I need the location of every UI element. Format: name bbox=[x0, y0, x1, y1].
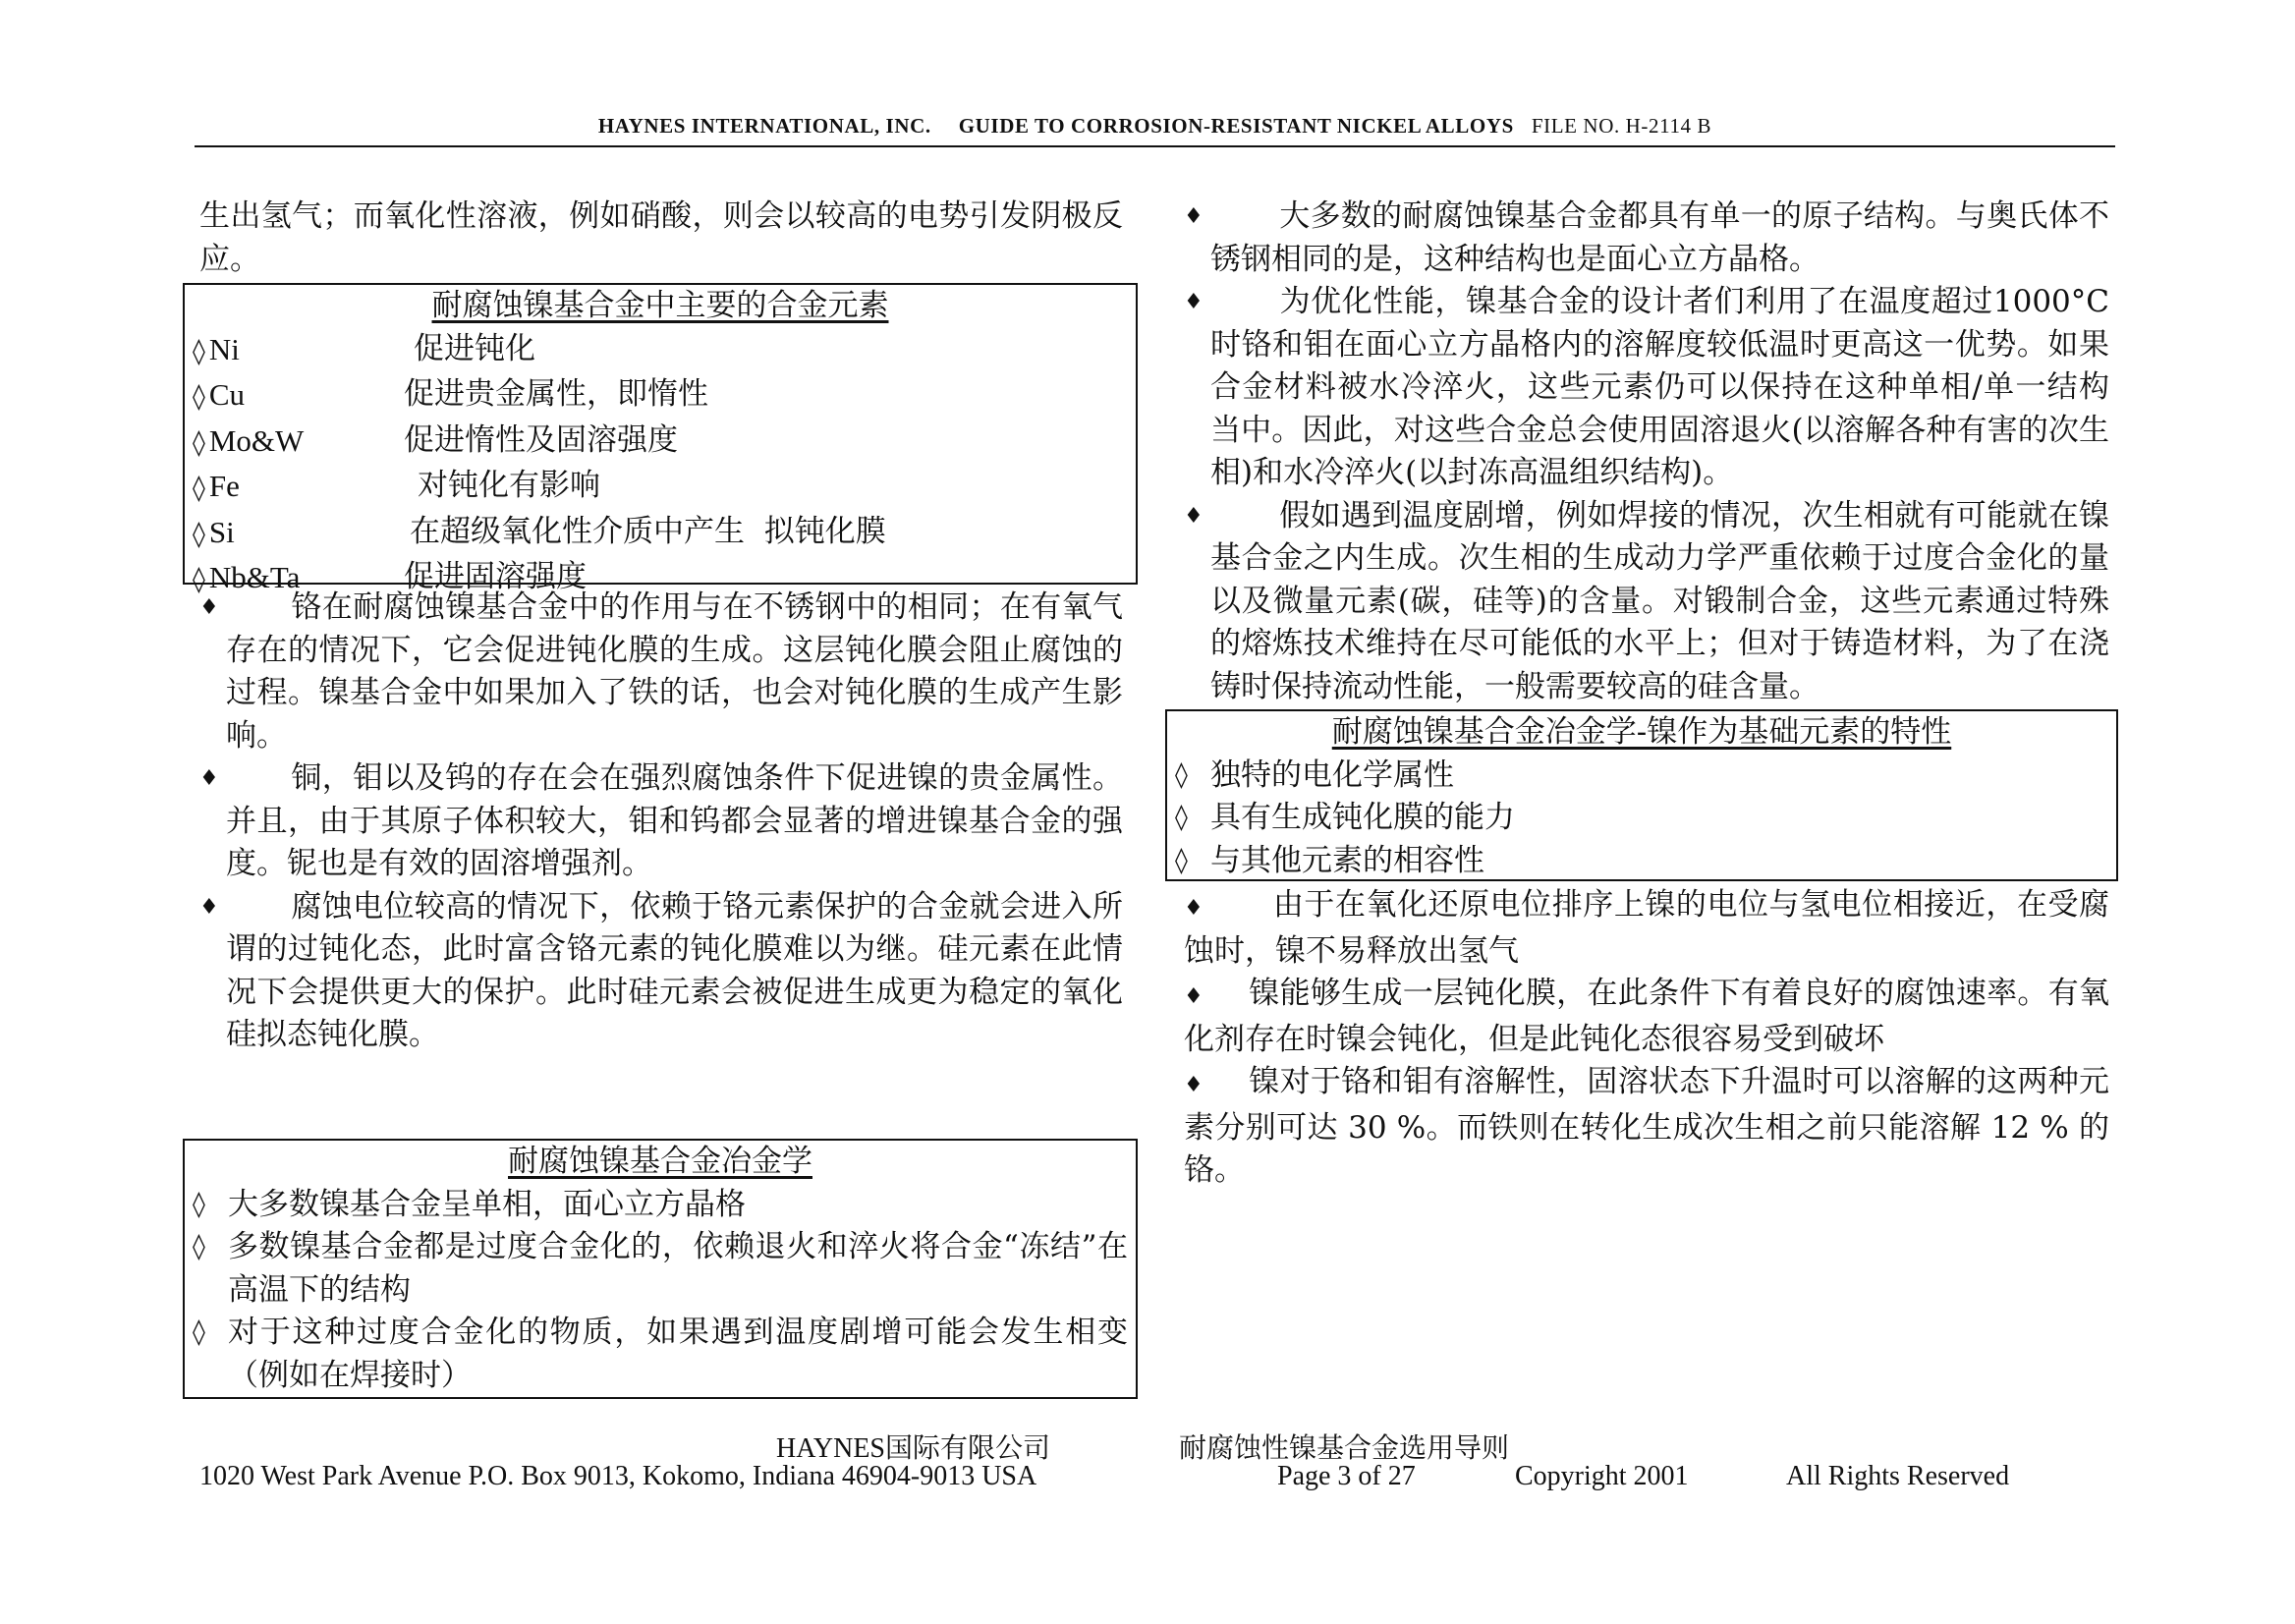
metallurgy-box bbox=[183, 1139, 1138, 1399]
nickel-base-title: 耐腐蚀镍基合金冶金学-镍作为基础元素的特性 bbox=[1331, 714, 1952, 750]
footer-page: Page 3 of 27 bbox=[1277, 1461, 1416, 1491]
filled-diamond-bullet-icon: ♦ bbox=[1184, 204, 1203, 229]
bullet-text: 由于在氧化还原电位排序上镍的电位与氢电位相接近，在受腐蚀时，镍不易释放出氢气 bbox=[1184, 887, 2109, 969]
bullet-paragraph bbox=[199, 757, 1123, 886]
bullet-text: 铬在耐腐蚀镍基合金中的作用与在不锈钢中的相同；在有氧气存在的情况下，它会促进钝化膜的生成。这层钝化膜会阻止腐蚀的过程。镍基合金中如果加入了铁的话，也会对钝化膜的生成产生影响。 bbox=[226, 589, 1123, 754]
metallurgy-title: 耐腐蚀镍基合金冶金学 bbox=[508, 1144, 812, 1179]
bullet-text: 大多数的耐腐蚀镍基合金都具有单一的原子结构。与奥氏体不锈钢相同的是，这种结构也是面心立方晶格。 bbox=[1210, 198, 2109, 277]
filled-diamond-bullet-icon: ♦ bbox=[199, 595, 219, 620]
nickel-base-item bbox=[1175, 755, 2108, 798]
hollow-diamond-icon: ◊ bbox=[193, 519, 205, 549]
filled-diamond-bullet-icon: ♦ bbox=[199, 894, 219, 920]
element-row bbox=[193, 328, 1128, 374]
element-symbol: Ni bbox=[208, 331, 240, 366]
bullet-paragraph bbox=[199, 886, 1123, 1057]
header-file-no: FILE NO. H-2114 B bbox=[1531, 114, 1712, 138]
metallurgy-item-text: 多数镍基合金都是过度合金化的，依赖退火和淬火将合金“冻结”在高温下的结构 bbox=[228, 1229, 1128, 1308]
alloying-elements-title: 耐腐蚀镍基合金中主要的合金元素 bbox=[431, 288, 889, 323]
page-header bbox=[195, 114, 2115, 139]
header-company: HAYNES INTERNATIONAL, INC. bbox=[597, 114, 931, 138]
left-bullets bbox=[199, 587, 1123, 1057]
header-guide: GUIDE TO CORROSION-RESISTANT NICKEL ALLOYS bbox=[958, 114, 1514, 138]
filled-diamond-bullet-icon: ♦ bbox=[1184, 290, 1203, 314]
element-desc: 对钝化有影响 bbox=[418, 468, 600, 503]
nickel-base-item-text: 与其他元素的相容性 bbox=[1210, 842, 1484, 878]
hollow-diamond-icon: ◊ bbox=[193, 336, 205, 366]
hollow-diamond-icon: ◊ bbox=[193, 427, 205, 458]
element-symbol: Si bbox=[208, 514, 235, 549]
element-desc: 促进惰性及固溶强度 bbox=[404, 421, 678, 458]
hollow-diamond-icon: ◊ bbox=[1175, 803, 1188, 832]
filled-diamond-bullet-icon: ♦ bbox=[1184, 1073, 1204, 1097]
element-symbol: Fe bbox=[208, 469, 240, 503]
metallurgy-item-text: 对于这种过度合金化的物质，如果遇到温度剧增可能会发生相变（例如在焊接时） bbox=[228, 1315, 1128, 1393]
filled-diamond-bullet-icon: ♦ bbox=[1184, 503, 1203, 529]
element-desc: 促进贵金属性，即惰性 bbox=[404, 376, 708, 412]
hollow-diamond-icon: ◊ bbox=[193, 1232, 205, 1261]
hollow-diamond-icon: ◊ bbox=[1175, 759, 1188, 790]
element-symbol: Cu bbox=[208, 377, 246, 412]
bullet-paragraph bbox=[1184, 196, 2109, 281]
right-bullets-bottom bbox=[1184, 884, 2109, 1193]
alloying-elements-box bbox=[183, 283, 1138, 594]
header-rule bbox=[195, 145, 2115, 147]
bullet-paragraph bbox=[1184, 973, 2109, 1061]
nickel-base-item-text: 具有生成钝化膜的能力 bbox=[1210, 800, 1515, 835]
bullet-text: 铜，钼以及钨的存在会在强烈腐蚀条件下促进镍的贵金属性。并且，由于其原子体积较大，钼和钨都会显著的增进镍基合金的强度。铌也是有效的固溶增强剂。 bbox=[226, 760, 1123, 881]
hollow-diamond-icon: ◊ bbox=[193, 1189, 205, 1219]
bullet-text: 镍能够生成一层钝化膜，在此条件下有着良好的腐蚀速率。有氧化剂存在时镍会钝化，但是此钝化态很容易受到破坏 bbox=[1184, 976, 2109, 1057]
left-intro bbox=[199, 196, 1123, 281]
metallurgy-item bbox=[193, 1184, 1128, 1227]
footer-copyright: Copyright 2001 bbox=[1515, 1461, 1689, 1491]
bullet-paragraph bbox=[1184, 1061, 2109, 1193]
bullet-text: 镍对于铬和钼有溶解性，固溶状态下升温时可以溶解的这两种元素分别可达 30 %。而铁则在转化生成次生相之前只能溶解 12 % 的铬。 bbox=[1184, 1064, 2109, 1188]
footer-company-cn: HAYNES国际有限公司 bbox=[776, 1433, 1050, 1464]
hollow-diamond-icon: ◊ bbox=[193, 1317, 205, 1347]
filled-diamond-bullet-icon: ♦ bbox=[1184, 984, 1204, 1009]
filled-diamond-bullet-icon: ♦ bbox=[199, 766, 219, 791]
nickel-base-box bbox=[1165, 709, 2118, 881]
filled-diamond-bullet-icon: ♦ bbox=[1184, 896, 1204, 921]
element-symbol: Mo&W bbox=[208, 422, 305, 458]
metallurgy-item bbox=[193, 1226, 1128, 1312]
element-row bbox=[193, 465, 1128, 511]
element-row bbox=[193, 373, 1128, 420]
footer-guide-cn: 耐腐蚀性镍基合金选用导则 bbox=[1179, 1433, 1510, 1464]
hollow-diamond-icon: ◊ bbox=[193, 565, 205, 594]
right-bullets-top bbox=[1184, 196, 2109, 708]
element-row bbox=[193, 420, 1128, 466]
bullet-paragraph bbox=[199, 587, 1123, 757]
bullet-paragraph bbox=[1184, 281, 2109, 495]
bullet-text: 为优化性能，镍基合金的设计者们利用了在温度超过1000°C时铬和钼在面心立方晶格内的溶解度较低温时更高这一优势。如果合金材料被水冷淬火，这些元素仍可以保持在这种单相/单一结构 当中。因此，对这些合金总会使用固溶退火(以溶解各种有害的次生相)和水冷淬火(以封冻高温组织结构)。 bbox=[1210, 284, 2109, 490]
bullet-text: 假如遇到温度剧增，例如焊接的情况，次生相就有可能就在镍基合金之内生成。次生相的生成动力学严重依赖于过度合金化的量以及微量元素(碳，硅等)的含量。对锻制合金，这些元素通过特殊的熔炼技术维持在尽可能低的水平上；但对于铸造材料，为了在浇铸时保持流动性能，一般需要较高的硅含量。 bbox=[1210, 497, 2109, 704]
bullet-paragraph bbox=[1184, 884, 2109, 973]
element-desc: 促进固溶强度 bbox=[404, 559, 587, 594]
footer-rights: All Rights Reserved bbox=[1786, 1461, 2010, 1491]
nickel-base-item-text: 独特的电化学属性 bbox=[1210, 756, 1454, 793]
bullet-paragraph bbox=[1184, 495, 2109, 709]
element-row bbox=[193, 511, 1128, 557]
hollow-diamond-icon: ◊ bbox=[1175, 845, 1188, 875]
intro-text: 生出氢气；而氧化性溶液，例如硝酸，则会以较高的电势引发阴极反应。 bbox=[199, 198, 1123, 277]
element-symbol: Nb&Ta bbox=[208, 560, 301, 594]
element-desc: 在超级氧化性介质中产生 拟钝化膜 bbox=[410, 513, 886, 549]
hollow-diamond-icon: ◊ bbox=[193, 474, 205, 503]
footer-address: 1020 West Park Avenue P.O. Box 9013, Kokomo, Indiana 46904-9013 USA bbox=[199, 1461, 1037, 1491]
element-desc: 促进钝化 bbox=[414, 330, 535, 366]
metallurgy-item-text: 大多数镍基合金呈单相，面心立方晶格 bbox=[228, 1186, 746, 1222]
hollow-diamond-icon: ◊ bbox=[193, 382, 205, 412]
nickel-base-item bbox=[1175, 797, 2108, 840]
metallurgy-item bbox=[193, 1312, 1128, 1397]
bullet-text: 腐蚀电位较高的情况下，依赖于铬元素保护的合金就会进入所谓的过钝化态，此时富含铬元素的钝化膜难以为继。硅元素在此情况下会提供更大的保护。此时硅元素会被促进生成更为稳定的氧化硅拟态钝化膜。 bbox=[226, 888, 1123, 1052]
nickel-base-item bbox=[1175, 840, 2108, 883]
